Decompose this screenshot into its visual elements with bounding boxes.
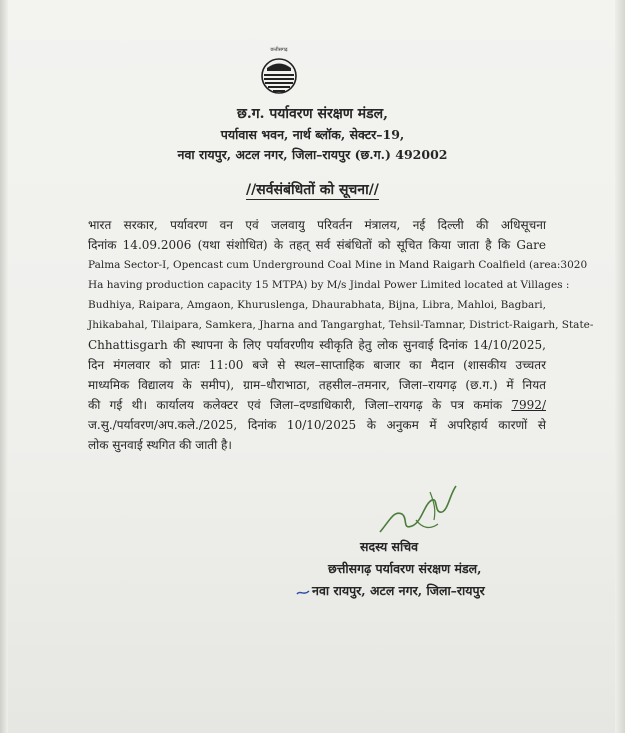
letter-number: 7992/ — [511, 398, 546, 412]
notice-subject-text: //सर्वसंबंधितों को सूचना// — [246, 182, 379, 198]
body-line-text: की गई थी। कार्यालय कलेक्टर एवं जिला–दण्डाधिकारी, जिला–रायगढ़ के पत्र कमांक — [88, 398, 503, 412]
org-name: छ.ग. पर्यावरण संरक्षण मंडल, — [237, 106, 388, 122]
signatory-org: छत्तीसगढ़ पर्यावरण संरक्षण मंडल, — [328, 561, 482, 576]
notice-body — [88, 215, 594, 455]
signatory-title: सदस्य सचिव — [360, 539, 419, 554]
signatory-city-line — [296, 582, 485, 599]
address-line-2: नवा रायपुर, अटल नगर, जिला–रायपुर (छ.ग.) 492002 — [177, 147, 448, 162]
body-line: Ha having production capacity 15 MTPA) by M/s Jindal Power Limited located at Villages : — [88, 279, 570, 291]
body-line: Chhattisgarh की स्थापना के लिए पर्यावरणीय स्वीकृति हेतु लोक सुनवाई दिनांक 14/10/2025, — [88, 338, 546, 352]
body-line: ज.सु./पर्यावरण/अप.कले./2025, दिनांक 10/10/2025 के अनुकम में अपरिहार्य कारणों से — [88, 418, 546, 432]
handwritten-signature — [372, 480, 462, 540]
board-logo-icon — [254, 44, 304, 100]
body-line — [88, 395, 546, 415]
body-line: लोक सुनवाई स्थगित की जाती है। — [88, 438, 232, 452]
body-line: Jhikabahal, Tilaipara, Samkera, Jharna and Tangarghat, Tehsil-Tamnar, District-Raigarh, State- — [88, 319, 594, 331]
body-line: दिन मंगलवार को प्रातः 11:00 बजे से स्थल–साप्ताहिक बाजार का मैदान (शासकीय उच्चतर — [88, 358, 546, 372]
logo-text: छत्तीसगढ़ — [270, 47, 288, 53]
body-line: Budhiya, Raipara, Amgaon, Khuruslenga, Dhaurabhata, Bijna, Libra, Mahloi, Bagbari, — [88, 299, 546, 311]
signatory-city: नवा रायपुर, अटल नगर, जिला–रायपुर — [312, 583, 485, 598]
body-line: भारत सरकार, पर्यावरण वन एवं जलवायु परिवर्तन मंत्रालय, नई दिल्ली की अधिसूचना — [88, 218, 546, 232]
address-line-1: पर्यावास भवन, नार्थ ब्लॉक, सेक्टर–19, — [220, 127, 405, 142]
body-line: माध्यमिक विद्यालय के समीप), ग्राम–धौराभाठा, तहसील–तमनार, जिला–रायगढ़ (छ.ग.) में नियत — [88, 378, 546, 392]
body-line: Palma Sector-I, Opencast cum Underground Coal Mine in Mand Raigarh Coalfield (area:3020 — [88, 259, 588, 271]
body-line: दिनांक 14.09.2006 (यथा संशोधित) के तहत् सर्व संबंधितों को सूचित किया जाता है कि Gare — [88, 238, 546, 252]
notice-subject — [0, 180, 625, 199]
pen-mark-icon — [296, 587, 310, 597]
